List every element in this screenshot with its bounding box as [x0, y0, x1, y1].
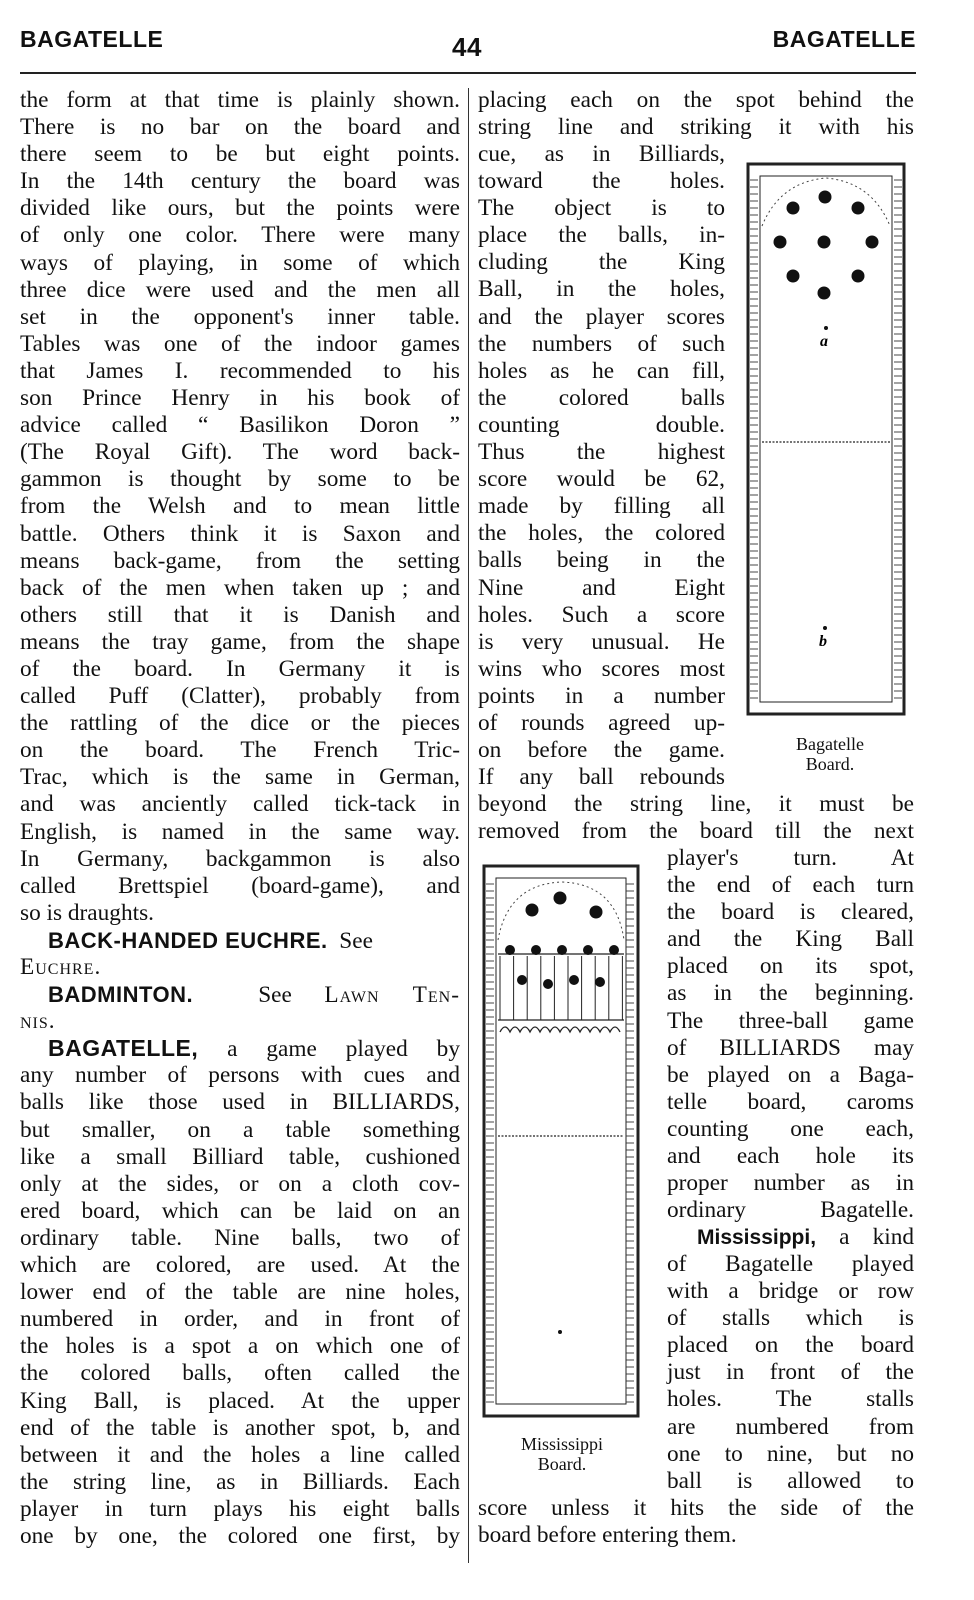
- text-line: made by filling all: [478, 493, 725, 520]
- text-line: the end of each turn: [667, 872, 914, 899]
- stalls-bridge: [498, 945, 624, 1032]
- caption-line: Board.: [537, 1454, 587, 1474]
- entry-head: BAGATELLE,: [48, 1035, 199, 1062]
- text-line: numbered in order, and in front of: [20, 1306, 460, 1333]
- text-line: board before entering them.: [478, 1522, 737, 1549]
- text-line: gammon is thought by some to be: [20, 466, 460, 493]
- hole: [787, 270, 800, 283]
- text-line: from the Welsh and to mean little: [20, 493, 460, 520]
- text-line: cluding the King: [478, 249, 725, 276]
- text-line: player in turn plays his eight balls: [20, 1495, 460, 1522]
- text-line: one by one, the colored one first, by: [20, 1522, 460, 1549]
- cushion-left: [750, 180, 758, 698]
- caption-line: Bagatelle: [796, 734, 864, 754]
- text-line: like a small Billiard table, cushioned: [20, 1143, 460, 1170]
- hole: [852, 270, 865, 283]
- text-line: telle board, caroms: [667, 1088, 914, 1115]
- text-line: only at the sides, or on a cloth cov-: [20, 1170, 460, 1197]
- text-line: placed on its spot,: [667, 953, 914, 980]
- spot-b-label: b: [819, 633, 827, 650]
- text-line: King Ball, is placed. At the upper: [20, 1387, 460, 1414]
- text-line: are numbered from: [667, 1413, 914, 1440]
- text-line: on before the game.: [478, 737, 725, 764]
- text-line: others still that it is Danish and: [20, 601, 460, 628]
- text-line: placed on the board: [667, 1332, 914, 1359]
- text-line: one to nine, but no: [667, 1440, 914, 1467]
- left-paragraph: [20, 87, 460, 927]
- text-line: means back-game, from the setting: [20, 547, 460, 574]
- text-line: called Puff (Clatter), probably from: [20, 683, 460, 710]
- text-line: (The Royal Gift). The word back-: [20, 439, 460, 466]
- board-arc: [498, 882, 624, 940]
- hole: [554, 892, 567, 905]
- cross-reference: nis.: [20, 1008, 56, 1035]
- text-line: balls like those used in BILLIARDS,: [20, 1089, 460, 1116]
- hole: [526, 904, 539, 917]
- text-line: Trac, which is the same in German,: [20, 764, 460, 791]
- text-line: the colored balls, often called the: [20, 1360, 460, 1387]
- text-line: placing each on the spot behind the: [478, 87, 914, 113]
- text-line: place the balls, in-: [478, 222, 725, 249]
- text-line: called Brettspiel (board-game), and: [20, 872, 460, 899]
- text-line: balls being in the: [478, 547, 725, 574]
- spot-dot: [558, 1330, 562, 1334]
- text-line: and the player scores: [478, 303, 725, 330]
- entry-ref-line: [20, 1008, 460, 1035]
- text-line: of rounds agreed up-: [478, 709, 725, 736]
- text-line: of Bagatelle played: [667, 1251, 914, 1277]
- text-line: of BILLIARDS may: [667, 1034, 914, 1061]
- cushion-right: [894, 180, 902, 698]
- text-line: Nine and Eight: [478, 574, 725, 601]
- text-line: the board is cleared,: [667, 899, 914, 926]
- text-line: so is draughts.: [20, 899, 154, 926]
- spot-dot: [824, 326, 828, 330]
- text-line: ball is allowed to: [667, 1467, 914, 1494]
- text-line: counting one each,: [667, 1115, 914, 1142]
- text-line: If any ball rebounds: [478, 764, 725, 791]
- spot-a-label: a: [820, 333, 828, 350]
- caption-line: Board.: [805, 754, 855, 774]
- text-line: advice called “ Basilikon Doron ”: [20, 412, 460, 439]
- right-mid-lines: [478, 791, 914, 845]
- text-line: score unless it hits the side of the: [478, 1495, 914, 1521]
- text-line: The three-ball game: [667, 1007, 914, 1034]
- text-line: which are colored, are used. At the: [20, 1252, 460, 1279]
- text-line: removed from the board till the next: [478, 818, 914, 845]
- bagatelle-board-figure: [740, 156, 912, 722]
- text-line: the string line, as in Billiards. Each: [20, 1468, 460, 1495]
- hole: [852, 202, 865, 215]
- board-inner: [496, 878, 626, 1404]
- text-line: holes. The stalls: [667, 1386, 914, 1413]
- text-line: lower end of the table are nine holes,: [20, 1279, 460, 1306]
- text-line: divided like ours, but the points were: [20, 195, 460, 222]
- text-line: the form at that time is plainly shown.: [20, 87, 460, 113]
- text-line: counting double.: [478, 411, 725, 438]
- right-narrow-lines: [478, 141, 725, 791]
- text-line: player's turn. At: [667, 845, 914, 871]
- text-line: ways of playing, in some of which: [20, 249, 460, 276]
- text-line: battle. Others think it is Saxon and: [20, 520, 460, 547]
- text-line: end of the table is another spot, b, and: [20, 1414, 460, 1441]
- caption-line: Mississippi: [520, 1434, 604, 1454]
- text-line: any number of persons with cues and: [20, 1062, 460, 1089]
- text-line: of only one color. There were many: [20, 222, 460, 249]
- text-line: and each hole its: [667, 1143, 914, 1170]
- running-head-left: BAGATELLE: [20, 26, 164, 52]
- entry-head: Mississippi,: [697, 1226, 817, 1249]
- text-line: just in front of the: [667, 1359, 914, 1386]
- hole: [787, 202, 800, 215]
- text-line: of the board. In Germany it is: [20, 655, 460, 682]
- text-line: that James I. recommended to his: [20, 357, 460, 384]
- entry-badminton: [20, 981, 460, 1008]
- text-line: as in the beginning.: [667, 980, 914, 1007]
- text-line: toward the holes.: [478, 168, 725, 195]
- text-line: and was anciently called tick-tack in: [20, 791, 460, 818]
- spot-dot: [823, 626, 827, 630]
- entry-head: BACK-HANDED EUCHRE.: [48, 927, 328, 953]
- right-lower-lines: [667, 845, 914, 1224]
- cross-reference: Euchre.: [20, 954, 102, 980]
- text-line: In the 14th century the board was: [20, 168, 460, 195]
- see-ref: See: [339, 927, 373, 954]
- text-line: wins who scores most: [478, 655, 725, 682]
- text-line: ordinary Bagatelle.: [667, 1197, 914, 1224]
- page-number: 44: [452, 32, 482, 62]
- column-divider: [468, 88, 469, 1563]
- text-line: Thus the highest: [478, 439, 725, 466]
- entry-head: BADMINTON.: [48, 982, 194, 1008]
- text-line: means the tray game, from the shape: [20, 628, 460, 655]
- entry-text: a game played by: [227, 1036, 460, 1063]
- hole: [818, 236, 831, 249]
- text-line: set in the opponent's inner table.: [20, 303, 460, 330]
- text-line: holes as he can fill,: [478, 357, 725, 384]
- mississippi-board-figure: [478, 860, 644, 1422]
- text-line: the rattling of the dice or the pieces: [20, 710, 460, 737]
- text-line: there seem to be but eight points.: [20, 141, 460, 168]
- text-line: with a bridge or row: [667, 1278, 914, 1305]
- text-line: score would be 62,: [478, 466, 725, 493]
- mississippi-lines: [667, 1251, 914, 1495]
- text-line: ered board, which can be laid on an: [20, 1197, 460, 1224]
- entry-mississippi: [667, 1224, 914, 1251]
- text-line: There is no bar on the board and: [20, 114, 460, 141]
- text-line: the holes, the colored: [478, 520, 725, 547]
- text-line: of stalls which is: [667, 1305, 914, 1332]
- mississippi-caption: [494, 1434, 630, 1474]
- text-line: cue, as in Billiards,: [478, 141, 725, 167]
- hole: [818, 287, 831, 300]
- header-rule: [20, 72, 916, 74]
- bagatelle-caption: [770, 734, 890, 774]
- text-line: points in a number: [478, 682, 725, 709]
- right-top-lines: [478, 87, 914, 141]
- cushion-right: [626, 884, 634, 1402]
- text-line: but smaller, on a table something: [20, 1116, 460, 1143]
- text-line: Tables was one of the indoor games: [20, 330, 460, 357]
- entry-back-handed-euchre: [20, 927, 460, 954]
- entry-ref-line: [20, 954, 460, 981]
- text-line: The object is to: [478, 195, 725, 222]
- text-line: son Prince Henry in his book of: [20, 385, 460, 412]
- entry-bagatelle: [20, 1035, 460, 1062]
- left-column: [20, 87, 460, 1550]
- hole: [590, 906, 603, 919]
- hole: [819, 191, 832, 204]
- text-line: the holes is a spot a on which one of: [20, 1333, 460, 1360]
- cushion-left: [486, 884, 494, 1402]
- text-line: between it and the holes a line called: [20, 1441, 460, 1468]
- board-inner: [760, 176, 892, 702]
- text-line: proper number as in: [667, 1170, 914, 1197]
- hole: [774, 236, 787, 249]
- text-line: ordinary table. Nine balls, two of: [20, 1224, 460, 1251]
- text-line: Ball, in the holes,: [478, 276, 725, 303]
- text-line: holes. Such a score: [478, 601, 725, 628]
- see-ref: See: [258, 982, 292, 1009]
- text-line: beyond the string line, it must be: [478, 791, 914, 817]
- hole: [866, 236, 879, 249]
- text-line: the numbers of such: [478, 330, 725, 357]
- text-line: the colored balls: [478, 384, 725, 411]
- text-line: and the King Ball: [667, 926, 914, 953]
- text-line: English, is named in the same way.: [20, 818, 460, 845]
- cross-reference: Lawn Ten-: [324, 982, 460, 1009]
- text-line: three dice were used and the men all: [20, 276, 460, 303]
- text-line: on the board. The French Tric-: [20, 737, 460, 764]
- text-line: In Germany, backgammon is also: [20, 845, 460, 872]
- bagatelle-paragraph: [20, 1062, 460, 1550]
- right-bottom-lines: [478, 1495, 914, 1549]
- entry-text: a kind: [839, 1224, 914, 1250]
- running-head-right: BAGATELLE: [772, 26, 916, 52]
- text-line: is very unusual. He: [478, 628, 725, 655]
- text-line: back of the men when taken up ; and: [20, 574, 460, 601]
- text-line: be played on a Baga-: [667, 1061, 914, 1088]
- text-line: string line and striking it with his: [478, 114, 914, 141]
